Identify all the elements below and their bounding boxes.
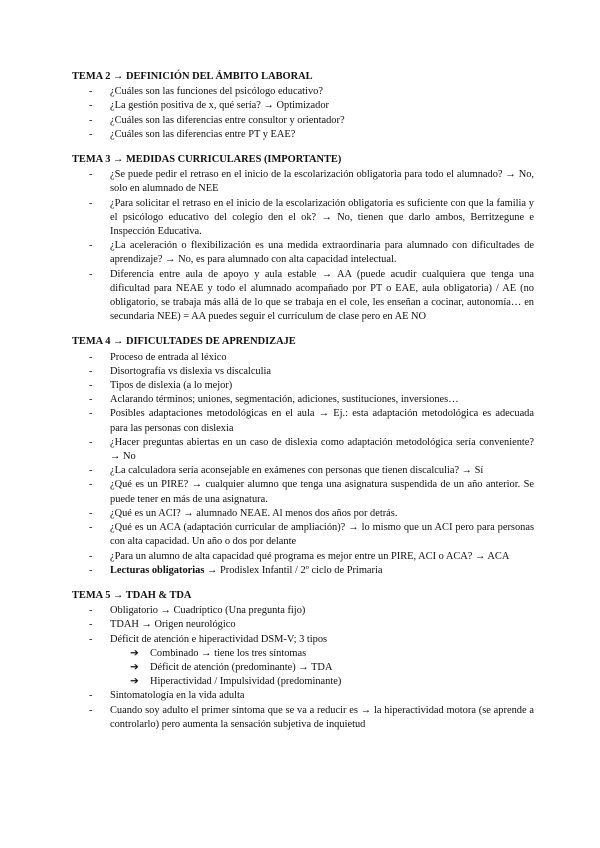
list-item bbox=[72, 114, 534, 128]
list-item-text: Obligatorio → Cuadríptico (Una pregunta fijo) bbox=[110, 605, 306, 617]
item-list bbox=[72, 168, 534, 324]
bullet-dash: - bbox=[89, 704, 93, 716]
bullet-dash: - bbox=[89, 633, 93, 645]
list-item-text: ¿Cuáles son las funciones del psicólogo educativo? bbox=[110, 86, 323, 98]
list-item-text: ¿Qué es un PIRE? → cualquier alumno que tenga una asignatura suspendida de un año anterior. Se puede tener en más de una asignatura. bbox=[110, 479, 534, 505]
sub-list-item bbox=[72, 647, 534, 661]
list-item bbox=[72, 351, 534, 365]
list-item-text: Aclarando términos; uniones, segmentación, adiciones, sustituciones, inversiones… bbox=[110, 394, 459, 406]
bullet-dash: - bbox=[89, 408, 93, 420]
bullet-dash: - bbox=[89, 479, 93, 491]
sub-item-text: Combinado → tiene los tres síntomas bbox=[150, 647, 307, 659]
section-tema-2 bbox=[72, 70, 534, 142]
bullet-dash: - bbox=[89, 240, 93, 252]
bullet-dash: - bbox=[89, 550, 93, 562]
list-item-text: ¿Hacer preguntas abiertas en un caso de dislexia como adaptación metodológica sería conveniente? → No bbox=[110, 436, 534, 463]
bullet-dash: - bbox=[89, 268, 93, 280]
list-item bbox=[72, 507, 534, 521]
list-item-text: ¿Cuáles son las diferencias entre PT y EAE? bbox=[110, 128, 296, 140]
document-content bbox=[72, 70, 534, 743]
list-item bbox=[72, 633, 534, 647]
list-item bbox=[72, 365, 534, 379]
bullet-dash: - bbox=[89, 365, 93, 377]
list-item bbox=[72, 85, 534, 99]
bullet-dash: - bbox=[89, 394, 93, 406]
list-item-text: ¿La aceleración o flexibilización es una medida extraordinaria para alumnado con dificultades de aprendizaje? → No, es para alumnado con alta capacidad intelectual. bbox=[110, 240, 534, 266]
bullet-dash: - bbox=[89, 522, 93, 534]
list-item bbox=[72, 197, 534, 240]
section-heading: TEMA 4 → DIFICULTADES DE APRENDIZAJE bbox=[72, 336, 296, 348]
list-item-text: ¿Qué es un ACI? → alumnado NEAE. Al menos dos años por detrás. bbox=[110, 507, 398, 519]
lecturas-text: → Prodislex Infantil / 2º ciclo de Primaria bbox=[204, 564, 383, 576]
bullet-dash: - bbox=[89, 619, 93, 631]
list-item bbox=[72, 379, 534, 393]
list-item bbox=[72, 618, 534, 632]
list-item bbox=[72, 550, 534, 564]
section-heading: TEMA 3 → MEDIDAS CURRICULARES (IMPORTANTE) bbox=[72, 154, 342, 166]
bullet-dash: - bbox=[89, 690, 93, 702]
section-heading: TEMA 2 → DEFINICIÓN DEL ÁMBITO LABORAL bbox=[72, 71, 313, 82]
bullet-dash: - bbox=[89, 605, 93, 617]
list-item bbox=[72, 239, 534, 267]
list-item-text: Tipos de dislexia (a lo mejor) bbox=[110, 380, 233, 392]
bullet-dash: - bbox=[89, 86, 93, 98]
list-item-text: Disortografía vs dislexia vs discalculia bbox=[110, 365, 272, 377]
list-item-text: Cuando soy adulto el primer síntoma que se va a reducir es → la hiperactividad motora (se aprende a controlarlo) pero aumenta la sensación subjetiva de inquietud bbox=[110, 704, 534, 730]
sub-list-item bbox=[72, 675, 534, 689]
list-item-text: Posibles adaptaciones metodológicas en el aula → Ej.: esta adaptación metodológica es adecuada para las personas con dislexia bbox=[110, 408, 534, 434]
item-list bbox=[72, 351, 534, 578]
item-list bbox=[72, 85, 534, 142]
list-item bbox=[72, 128, 534, 142]
arrow-icon: ➔ bbox=[130, 661, 139, 673]
list-item-text: ¿Para solicitar el retraso en el inicio de la escolarización obligatoria es suficiente con que la familia y el psicólogo educativo del colegio den el ok? → No, tienen que darlo ambos, Berritzegune e Inspección Educativa. bbox=[110, 197, 534, 238]
list-item bbox=[72, 478, 534, 506]
bullet-dash: - bbox=[89, 169, 93, 181]
bullet-dash: - bbox=[89, 507, 93, 519]
lecturas-label: Lecturas obligatorias bbox=[110, 564, 205, 576]
bullet-dash: - bbox=[89, 436, 93, 448]
list-item-text: ¿Para un alumno de alta capacidad qué programa es mejor entre un PIRE, ACI o ACA? → ACA bbox=[110, 550, 510, 562]
bullet-dash: - bbox=[89, 351, 93, 363]
list-item-text: Diferencia entre aula de apoyo y aula estable → AA (puede acudir cualquiera que tenga una dificultad para NEAE y todo el alumnado acompañado por PT o EAE, aula obligatoria) / AE (no obligatorio, se trabaja más allá de lo que se trabaja en el cole, les enseñan a cocinar, autonomía… en secundaria NEE) = AA puedes seguir el currículum de clase pero en AE NO bbox=[110, 268, 534, 323]
bullet-dash: - bbox=[89, 100, 93, 112]
list-item bbox=[72, 168, 534, 196]
bullet-dash: - bbox=[89, 465, 93, 477]
arrow-icon: ➔ bbox=[130, 676, 139, 688]
section-tema-3 bbox=[72, 153, 534, 324]
bullet-dash: - bbox=[89, 380, 93, 392]
list-item bbox=[72, 268, 534, 325]
sub-item-text: Hiperactividad / Impulsividad (predominante) bbox=[150, 676, 342, 688]
sub-item-text: Déficit de atención (predominante) → TDA bbox=[150, 661, 333, 673]
list-item bbox=[72, 407, 534, 435]
list-item bbox=[72, 393, 534, 407]
list-item-lecturas bbox=[72, 564, 534, 578]
list-item bbox=[72, 704, 534, 732]
list-item bbox=[72, 521, 534, 549]
list-item-text: ¿Cuáles son las diferencias entre consultor y orientador? bbox=[110, 114, 345, 126]
bullet-dash: - bbox=[89, 128, 93, 140]
bullet-dash: - bbox=[89, 197, 93, 209]
section-tema-5 bbox=[72, 589, 534, 732]
list-item bbox=[72, 99, 534, 113]
item-list bbox=[72, 604, 534, 732]
bullet-dash: - bbox=[89, 114, 93, 126]
arrow-icon: ➔ bbox=[130, 647, 139, 659]
list-item-text: ¿La gestión positiva de x, qué sería? → Optimizador bbox=[110, 100, 330, 112]
sub-list-item bbox=[72, 661, 534, 675]
list-item-text: TDAH → Origen neurológico bbox=[110, 619, 236, 631]
list-item-text: ¿Se puede pedir el retraso en el inicio de la escolarización obligatoria para todo el alumnado? → No, solo en alumnado de NEE bbox=[110, 169, 534, 195]
section-heading: TEMA 5 → TDAH & TDA bbox=[72, 589, 192, 601]
list-item-text: ¿La calculadora sería aconsejable en exámenes con personas que tienen discalculia? → Sí bbox=[110, 465, 484, 477]
list-item-text: Sintomatología en la vida adulta bbox=[110, 690, 245, 702]
bullet-dash: - bbox=[89, 564, 93, 576]
list-item-text: Proceso de entrada al léxico bbox=[110, 351, 227, 363]
list-item-text: ¿Qué es un ACA (adaptación curricular de ampliación)? → lo mismo que un ACI pero para personas con alta capacidad. Un año o dos por delante bbox=[110, 522, 534, 548]
list-item bbox=[72, 689, 534, 703]
list-item bbox=[72, 464, 534, 478]
section-tema-4 bbox=[72, 335, 534, 577]
list-item bbox=[72, 436, 534, 464]
list-item-text: Déficit de atención e hiperactividad DSM-V; 3 tipos bbox=[110, 633, 328, 645]
list-item bbox=[72, 604, 534, 618]
